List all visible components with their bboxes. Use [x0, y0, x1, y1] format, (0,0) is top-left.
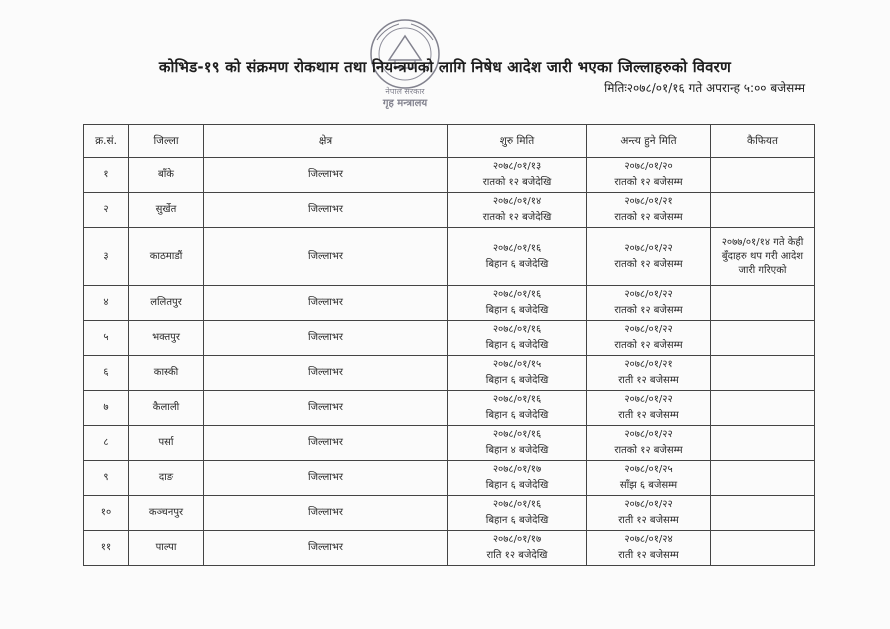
cell-district: भक्तपुर [129, 321, 204, 356]
cell-start [448, 321, 587, 356]
cell-remarks [711, 321, 815, 356]
cell-area: जिल्लाभर [204, 496, 448, 531]
end-date: २०७८/०१/२० [624, 161, 673, 172]
cell-end [587, 193, 711, 228]
cell-sn: ६ [84, 356, 129, 391]
seal-text-line1: नेपाल सरकार [385, 87, 425, 96]
cell-district: पाल्पा [129, 531, 204, 566]
start-time: बिहान ६ बजेदेखि [485, 340, 549, 351]
end-date: २०७८/०१/२२ [624, 429, 673, 440]
cell-area: जिल्लाभर [204, 426, 448, 461]
table-row [84, 356, 815, 391]
end-date: २०७८/०१/२१ [624, 196, 673, 207]
start-time: बिहान ४ बजेदेखि [485, 445, 549, 456]
table-row [84, 496, 815, 531]
end-date: २०७८/०१/२२ [624, 499, 673, 510]
cell-start [448, 461, 587, 496]
table-row [84, 158, 815, 193]
cell-area: जिल्लाभर [204, 228, 448, 286]
cell-district: कैलाली [129, 391, 204, 426]
start-time: बिहान ६ बजेदेखि [485, 515, 549, 526]
cell-remarks [711, 356, 815, 391]
cell-start [448, 496, 587, 531]
cell-area: जिल्लाभर [204, 461, 448, 496]
end-date: २०७८/०१/२२ [624, 394, 673, 405]
end-time: राती १२ बजेसम्म [618, 550, 679, 561]
cell-remarks [711, 193, 815, 228]
table-row [84, 193, 815, 228]
cell-area: जिल्लाभर [204, 321, 448, 356]
cell-area: जिल्लाभर [204, 391, 448, 426]
table-row [84, 426, 815, 461]
cell-start [448, 193, 587, 228]
cell-district: सुर्खेत [129, 193, 204, 228]
end-time: रातको १२ बजेसम्म [614, 445, 683, 456]
cell-end [587, 426, 711, 461]
cell-end [587, 228, 711, 286]
cell-end [587, 461, 711, 496]
cell-district: पर्सा [129, 426, 204, 461]
cell-area: जिल्लाभर [204, 286, 448, 321]
cell-remarks [711, 461, 815, 496]
start-time: रातको १२ बजेदेखि [482, 212, 552, 223]
start-date: २०७८/०१/१६ [492, 289, 542, 300]
cell-sn: ८ [84, 426, 129, 461]
start-date: २०७८/०१/१६ [492, 499, 542, 510]
cell-end [587, 531, 711, 566]
cell-sn: ९ [84, 461, 129, 496]
table-header-row [84, 125, 815, 158]
start-time: बिहान ६ बजेदेखि [485, 375, 549, 386]
start-date: २०७८/०१/१६ [492, 394, 542, 405]
start-date: २०७८/०१/१६ [492, 324, 542, 335]
cell-sn: ७ [84, 391, 129, 426]
start-date: २०७८/०१/१६ [492, 429, 542, 440]
cell-district: बाँके [129, 158, 204, 193]
table-row [84, 461, 815, 496]
end-date: २०७८/०१/२४ [624, 534, 673, 545]
start-time: बिहान ६ बजेदेखि [485, 305, 549, 316]
cell-sn: ५ [84, 321, 129, 356]
cell-sn: १० [84, 496, 129, 531]
cell-start [448, 356, 587, 391]
document-title: कोभिड-१९ को संक्रमण रोकथाम तथा नियन्त्रणको लागि निषेध आदेश जारी भएका जिल्लाहरुको विवरण [158, 58, 732, 76]
cell-sn: २ [84, 193, 129, 228]
cell-remarks [711, 426, 815, 461]
cell-area: जिल्लाभर [204, 193, 448, 228]
start-date: २०७८/०१/१७ [492, 534, 542, 545]
start-date: २०७८/०१/१३ [492, 161, 542, 172]
start-date: २०७८/०१/१६ [492, 242, 542, 254]
header-start-date: शुरु मिति [448, 125, 587, 158]
cell-start [448, 158, 587, 193]
cell-area: जिल्लाभर [204, 531, 448, 566]
end-time: राती १२ बजेसम्म [618, 410, 679, 421]
end-time: राती १२ बजेसम्म [618, 375, 679, 386]
end-date: २०७८/०१/२२ [624, 242, 673, 254]
end-time: रातको १२ बजेसम्म [614, 305, 683, 316]
header-remarks: कैफियत [711, 125, 815, 158]
table-row [84, 321, 815, 356]
header-district: जिल्ला [129, 125, 204, 158]
start-date: २०७८/०१/१७ [492, 464, 542, 475]
cell-area: जिल्लाभर [204, 158, 448, 193]
cell-end [587, 321, 711, 356]
start-time: बिहान ६ बजेदेखि [485, 480, 549, 491]
end-time: रातको १२ बजेसम्म [614, 212, 683, 223]
cell-end [587, 356, 711, 391]
cell-remarks: २०७७/०१/१४ गते केही बुँदाहरु थप गरी आदेश जारी गरिएको [711, 228, 815, 286]
end-date: २०७८/०१/२२ [624, 289, 673, 300]
start-date: २०७८/०१/१५ [492, 359, 542, 370]
end-date: २०७८/०१/२१ [624, 359, 673, 370]
cell-start [448, 391, 587, 426]
start-time: बिहान ६ बजेदेखि [485, 258, 549, 270]
cell-end [587, 391, 711, 426]
cell-sn: ११ [84, 531, 129, 566]
table-row [84, 286, 815, 321]
cell-start [448, 286, 587, 321]
table-row [84, 391, 815, 426]
start-time: बिहान ६ बजेदेखि [485, 410, 549, 421]
end-time: राती १२ बजेसम्म [618, 515, 679, 526]
cell-start [448, 228, 587, 286]
end-date: २०७८/०१/२२ [624, 324, 673, 335]
cell-district: कास्की [129, 356, 204, 391]
cell-district: काठमाडौं [129, 228, 204, 286]
header-sn: क्र.सं. [84, 125, 129, 158]
cell-end [587, 496, 711, 531]
cell-end [587, 286, 711, 321]
cell-district: ललितपुर [129, 286, 204, 321]
table-row [84, 228, 815, 286]
cell-district: दाङ [129, 461, 204, 496]
start-time: रातको १२ बजेदेखि [482, 177, 552, 188]
cell-sn: ४ [84, 286, 129, 321]
cell-area: जिल्लाभर [204, 356, 448, 391]
end-time: रातको १२ बजेसम्म [614, 177, 683, 188]
cell-start [448, 426, 587, 461]
cell-remarks [711, 496, 815, 531]
seal-text-line2: गृह मन्त्रालय [382, 98, 428, 109]
header-end-date: अन्त्य हुने मिति [587, 125, 711, 158]
document-date: मितिः२०७८/०१/१६ गते अपरान्ह ५:०० बजेसम्म [604, 81, 805, 95]
start-date: २०७८/०१/१४ [492, 196, 542, 207]
cell-district: कञ्चनपुर [129, 496, 204, 531]
header-area: क्षेत्र [204, 125, 448, 158]
cell-remarks [711, 286, 815, 321]
end-time: रातको १२ बजेसम्म [614, 340, 683, 351]
end-date: २०७८/०१/२५ [624, 464, 673, 475]
cell-remarks [711, 391, 815, 426]
cell-remarks [711, 158, 815, 193]
cell-sn: ३ [84, 228, 129, 286]
table-row [84, 531, 815, 566]
end-time: रातको १२ बजेसम्म [614, 258, 683, 270]
cell-sn: १ [84, 158, 129, 193]
end-time: साँझ ६ बजेसम्म [619, 480, 678, 491]
cell-end [587, 158, 711, 193]
cell-start [448, 531, 587, 566]
start-time: राति १२ बजेदेखि [486, 550, 548, 561]
cell-remarks [711, 531, 815, 566]
district-table [83, 124, 815, 566]
